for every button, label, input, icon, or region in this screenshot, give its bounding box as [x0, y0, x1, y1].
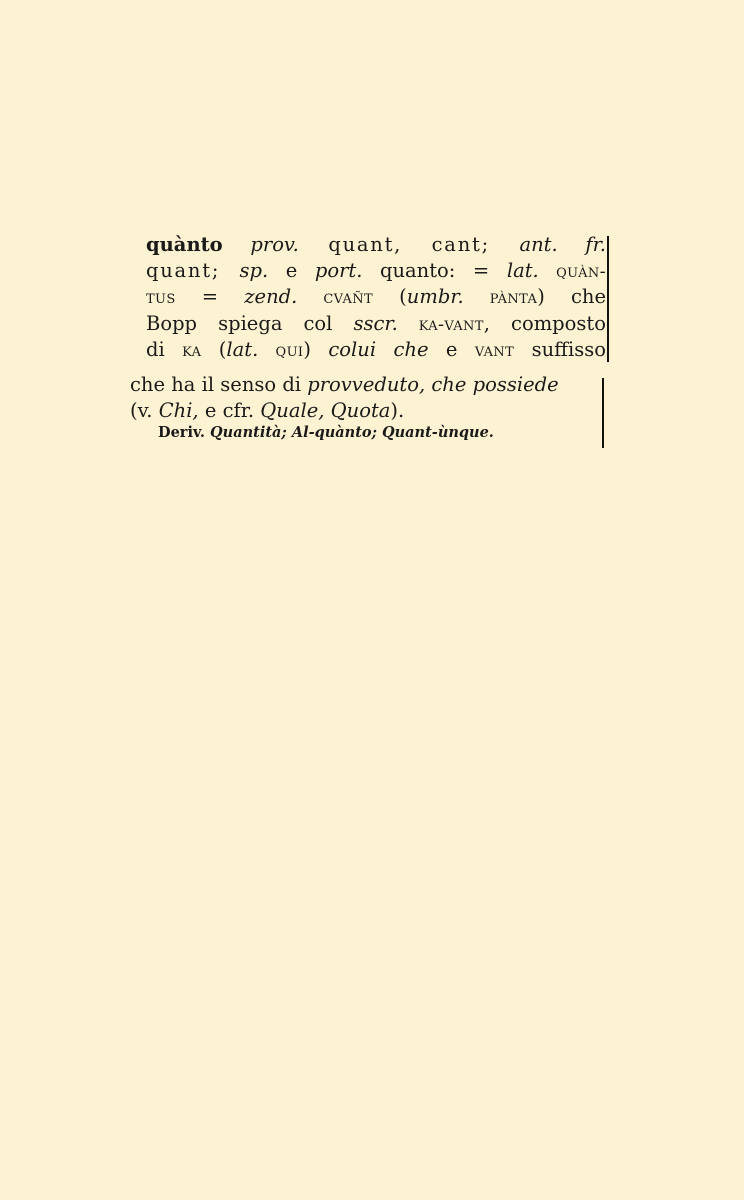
text-run: (	[373, 285, 407, 308]
text-run: cvañt	[297, 287, 374, 308]
text-run: e	[428, 338, 475, 361]
text-run: di	[146, 338, 183, 361]
entry-line-4	[146, 311, 606, 338]
continuation-line-1	[130, 372, 600, 398]
text-run: quàn-	[538, 260, 606, 282]
text-run: port.	[314, 258, 363, 282]
text-run: che ha il senso di	[130, 373, 308, 396]
entry-continuation	[130, 372, 600, 443]
text-run: quànto	[146, 233, 223, 256]
column-rule-lower	[602, 378, 604, 448]
text-run: pànta	[463, 287, 538, 308]
text-run: ) che	[537, 285, 606, 308]
text-run: ka	[182, 340, 202, 361]
text-run: Quantità; Al-quànto; Quant-ùnque.	[210, 424, 494, 441]
text-run: e	[268, 258, 315, 282]
text-run: zend.	[244, 285, 298, 308]
dictionary-entry-quanto	[146, 232, 606, 364]
column-rule-upper	[607, 236, 609, 362]
text-run: qui	[258, 340, 304, 361]
text-run: Bopp spiega col	[146, 311, 354, 335]
continuation-line-2	[130, 398, 600, 424]
entry-line-3	[146, 284, 606, 311]
text-run: prov.	[250, 233, 299, 256]
derivatives-line	[130, 423, 600, 443]
text-run: lat.	[506, 258, 539, 282]
text-run: (	[201, 338, 227, 361]
text-run: Quota	[330, 398, 391, 422]
text-run: vant	[474, 340, 515, 361]
text-run: =	[175, 285, 245, 308]
text-run: Chi,	[158, 398, 199, 422]
text-run: colui che	[328, 338, 429, 361]
text-run: suffisso	[514, 338, 606, 361]
text-run: quanto: =	[362, 258, 507, 282]
text-run	[223, 233, 251, 256]
text-run: (v.	[130, 398, 159, 422]
text-run: ).	[390, 398, 405, 422]
entry-line-2	[146, 258, 606, 285]
text-run: Quale,	[260, 398, 325, 422]
text-run: provveduto, che possiede	[307, 373, 559, 396]
text-run: e cfr.	[198, 398, 261, 422]
entry-line-1	[146, 232, 606, 258]
text-run: lat.	[226, 338, 259, 361]
text-run: tus	[146, 287, 176, 308]
text-run: , composto	[483, 311, 606, 335]
text-run: Deriv.	[158, 424, 211, 441]
text-run: quant, cant;	[298, 233, 520, 256]
text-run: )	[303, 338, 329, 361]
entry-line-5	[146, 337, 606, 364]
text-run: quant;	[146, 258, 240, 282]
text-run: umbr.	[406, 285, 464, 308]
text-run: sp.	[239, 258, 269, 282]
text-run: ant. fr.	[519, 233, 606, 256]
text-run: sscr.	[353, 311, 398, 335]
text-run: ka-vant	[397, 313, 484, 335]
